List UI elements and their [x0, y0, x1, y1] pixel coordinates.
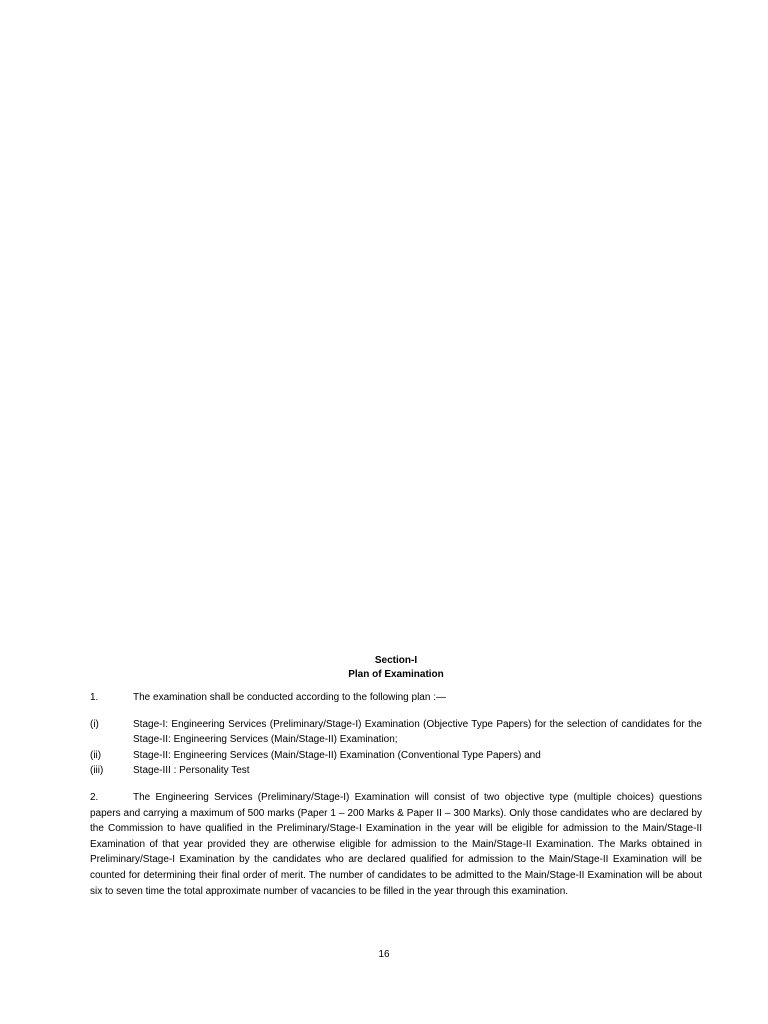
paragraph-1-number: 1. [90, 692, 99, 703]
stage-text: Stage-I: Engineering Services (Preliminary/Stage-I) Examination (Objective Type Papers) for the selection of candidates for the Stage-II: Engineering Services (Main/Stage-II) Examination; [133, 718, 702, 746]
stage-item [90, 748, 702, 764]
stage-text: Stage-III : Personality Test [133, 765, 250, 777]
stage-marker: (i) [90, 718, 99, 730]
stage-item [90, 763, 702, 779]
section-content [90, 654, 702, 899]
stage-list [90, 717, 702, 779]
stage-marker: (iii) [90, 765, 104, 777]
paragraph-2-text: The Engineering Services (Preliminary/Stage-I) Examination will consist of two objective type (multiple choices) questions papers and carrying a maximum of 500 marks (Paper 1 – 200 Marks & Paper II – 300 Marks). Only those candidates who are declared by the Commission to have qualified in the Preliminary/Stage-I Examination in the year will be eligible for admission to the Main/Stage-II Examination of that year provided they are otherwise eligible for admission to the Main/Stage-II Examination. The Marks obtained in Preliminary/Stage-I Examination by the candidates who are declared qualified for admission to the Main/Stage-II Examination will be counted for determining their final order of merit. The number of candidates to be admitted to the Main/Stage-II Examination will be about six to seven time the total approximate number of vacancies to be filled in the year through this examination. [90, 791, 702, 897]
section-subtitle: Plan of Examination [348, 669, 444, 680]
paragraph-1-text: The examination shall be conducted according to the following plan :— [133, 692, 446, 703]
stage-item [90, 717, 702, 748]
paragraph-1 [90, 690, 702, 706]
page-number: 16 [378, 949, 390, 960]
stage-text: Stage-II: Engineering Services (Main/Stage-II) Examination (Conventional Type Papers) and [133, 749, 541, 761]
paragraph-2-number: 2. [90, 791, 99, 803]
stage-marker: (ii) [90, 749, 102, 761]
paragraph-2 [90, 790, 702, 899]
section-title: Section-I [374, 655, 418, 666]
